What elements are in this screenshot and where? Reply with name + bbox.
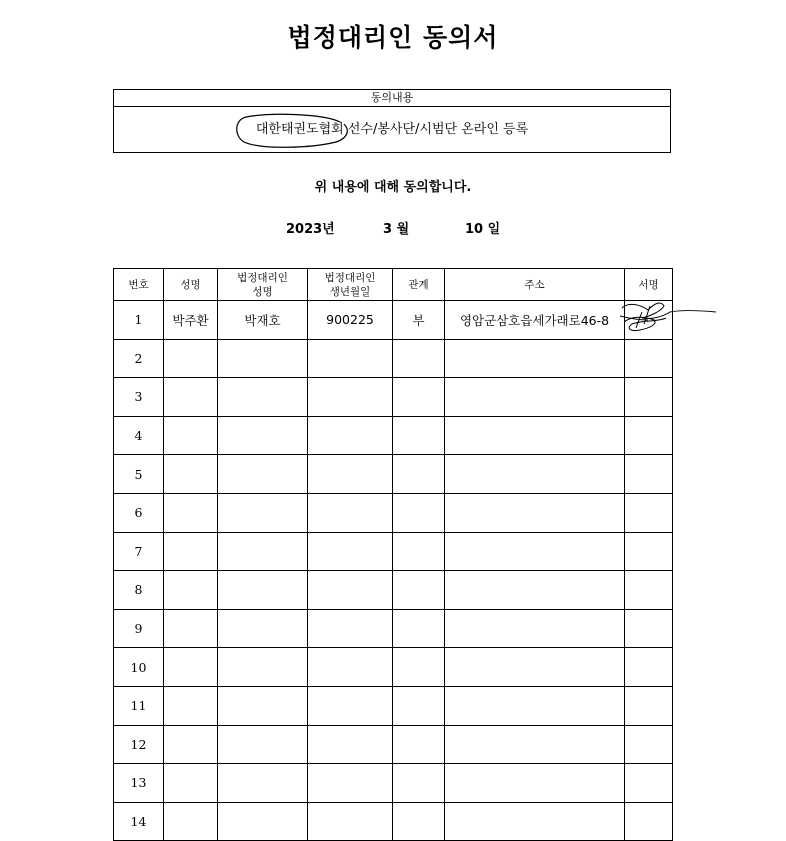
- cell-relation: 부: [393, 301, 445, 340]
- cell-no: 8: [114, 571, 164, 610]
- cell-address: [445, 416, 625, 455]
- table-row: [114, 493, 673, 532]
- cell-address: [445, 802, 625, 841]
- cell-guardian-birth: 900225: [308, 301, 393, 340]
- cell-guardian-name: [218, 455, 308, 494]
- cell-guardian-birth: [308, 416, 393, 455]
- cell-signature: [625, 686, 673, 725]
- cell-guardian-name: [218, 571, 308, 610]
- cell-relation: [393, 648, 445, 687]
- cell-signature: [625, 609, 673, 648]
- header-guardian-name: 법정대리인 성명: [218, 269, 308, 301]
- cell-name: [164, 416, 218, 455]
- date-month: 3 월: [383, 222, 410, 237]
- cell-guardian-birth: [308, 493, 393, 532]
- cell-address: [445, 378, 625, 417]
- cell-guardian-name: [218, 378, 308, 417]
- header-address: 주소: [445, 269, 625, 301]
- cell-relation: [393, 764, 445, 803]
- cell-relation: [393, 493, 445, 532]
- table-row: [114, 571, 673, 610]
- cell-guardian-name: [218, 648, 308, 687]
- cell-no: 6: [114, 493, 164, 532]
- cell-name: [164, 764, 218, 803]
- cell-address: 영암군삼호읍세가래로46-8: [445, 301, 625, 340]
- cell-guardian-name: [218, 764, 308, 803]
- cell-guardian-name: [218, 532, 308, 571]
- consent-header: 동의내용: [114, 90, 670, 107]
- cell-guardian-name: [218, 725, 308, 764]
- cell-address: [445, 571, 625, 610]
- header-no: 번호: [114, 269, 164, 301]
- guardian-table: [113, 268, 673, 841]
- cell-no: 13: [114, 764, 164, 803]
- table-row: [114, 532, 673, 571]
- cell-guardian-birth: [308, 532, 393, 571]
- table-row: [114, 764, 673, 803]
- cell-relation: [393, 532, 445, 571]
- cell-relation: [393, 416, 445, 455]
- cell-name: [164, 725, 218, 764]
- cell-signature: [625, 455, 673, 494]
- cell-signature: [625, 648, 673, 687]
- cell-name: [164, 609, 218, 648]
- table-row: [114, 609, 673, 648]
- cell-relation: [393, 571, 445, 610]
- header-guardian-birth: 법정대리인 생년월일: [308, 269, 393, 301]
- table-row: [114, 339, 673, 378]
- cell-name: [164, 686, 218, 725]
- cell-guardian-name: [218, 609, 308, 648]
- cell-signature: [625, 764, 673, 803]
- table-row: [114, 378, 673, 417]
- cell-relation: [393, 725, 445, 764]
- cell-signature: [625, 802, 673, 841]
- cell-guardian-name: [218, 339, 308, 378]
- consent-box: [113, 89, 671, 153]
- cell-guardian-name: [218, 493, 308, 532]
- cell-guardian-name: 박재호: [218, 301, 308, 340]
- cell-address: [445, 493, 625, 532]
- document-title: 법정대리인 동의서: [287, 23, 499, 52]
- cell-guardian-birth: [308, 686, 393, 725]
- cell-guardian-birth: [308, 455, 393, 494]
- cell-name: [164, 571, 218, 610]
- cell-guardian-birth: [308, 648, 393, 687]
- table-row: [114, 686, 673, 725]
- cell-signature: [625, 416, 673, 455]
- cell-no: 5: [114, 455, 164, 494]
- cell-guardian-name: [218, 416, 308, 455]
- cell-no: 9: [114, 609, 164, 648]
- cell-name: [164, 802, 218, 841]
- cell-name: [164, 378, 218, 417]
- table-row: [114, 725, 673, 764]
- cell-name: [164, 493, 218, 532]
- cell-name: [164, 339, 218, 378]
- cell-guardian-birth: [308, 609, 393, 648]
- cell-signature: [625, 532, 673, 571]
- cell-no: 3: [114, 378, 164, 417]
- cell-no: 12: [114, 725, 164, 764]
- cell-no: 4: [114, 416, 164, 455]
- cell-address: [445, 339, 625, 378]
- table-row: [114, 301, 673, 340]
- cell-guardian-birth: [308, 571, 393, 610]
- cell-address: [445, 725, 625, 764]
- cell-address: [445, 686, 625, 725]
- table-body: [114, 301, 673, 841]
- header-signature: 서명: [625, 269, 673, 301]
- cell-guardian-name: [218, 802, 308, 841]
- cell-no: 14: [114, 802, 164, 841]
- cell-signature: [625, 339, 673, 378]
- cell-relation: [393, 378, 445, 417]
- cell-relation: [393, 686, 445, 725]
- table-row: [114, 802, 673, 841]
- date-year: 2023년: [286, 222, 335, 237]
- cell-name: [164, 455, 218, 494]
- cell-signature: [625, 378, 673, 417]
- cell-address: [445, 648, 625, 687]
- cell-name: [164, 532, 218, 571]
- cell-no: 11: [114, 686, 164, 725]
- cell-address: [445, 455, 625, 494]
- cell-guardian-birth: [308, 339, 393, 378]
- cell-guardian-birth: [308, 378, 393, 417]
- cell-no: 2: [114, 339, 164, 378]
- cell-name: [164, 648, 218, 687]
- consent-content: 대한태권도협회 선수/봉사단/시범단 온라인 등록: [255, 122, 529, 137]
- cell-relation: [393, 609, 445, 648]
- cell-name: 박주환: [164, 301, 218, 340]
- table-header-row: [114, 269, 673, 301]
- cell-no: 10: [114, 648, 164, 687]
- cell-address: [445, 532, 625, 571]
- cell-relation: [393, 802, 445, 841]
- cell-guardian-birth: [308, 725, 393, 764]
- cell-no: 7: [114, 532, 164, 571]
- cell-relation: [393, 339, 445, 378]
- cell-guardian-birth: [308, 802, 393, 841]
- cell-no: 1: [114, 301, 164, 340]
- table-row: [114, 648, 673, 687]
- cell-signature: [625, 301, 673, 340]
- header-name: 성명: [164, 269, 218, 301]
- cell-address: [445, 764, 625, 803]
- cell-address: [445, 609, 625, 648]
- cell-guardian-name: [218, 686, 308, 725]
- agreement-text: 위 내용에 대해 동의합니다.: [314, 180, 472, 195]
- cell-signature: [625, 571, 673, 610]
- header-relation: 관계: [393, 269, 445, 301]
- cell-signature: [625, 493, 673, 532]
- table-row: [114, 455, 673, 494]
- cell-signature: [625, 725, 673, 764]
- table-row: [114, 416, 673, 455]
- date-day: 10 일: [465, 222, 501, 237]
- cell-relation: [393, 455, 445, 494]
- cell-guardian-birth: [308, 764, 393, 803]
